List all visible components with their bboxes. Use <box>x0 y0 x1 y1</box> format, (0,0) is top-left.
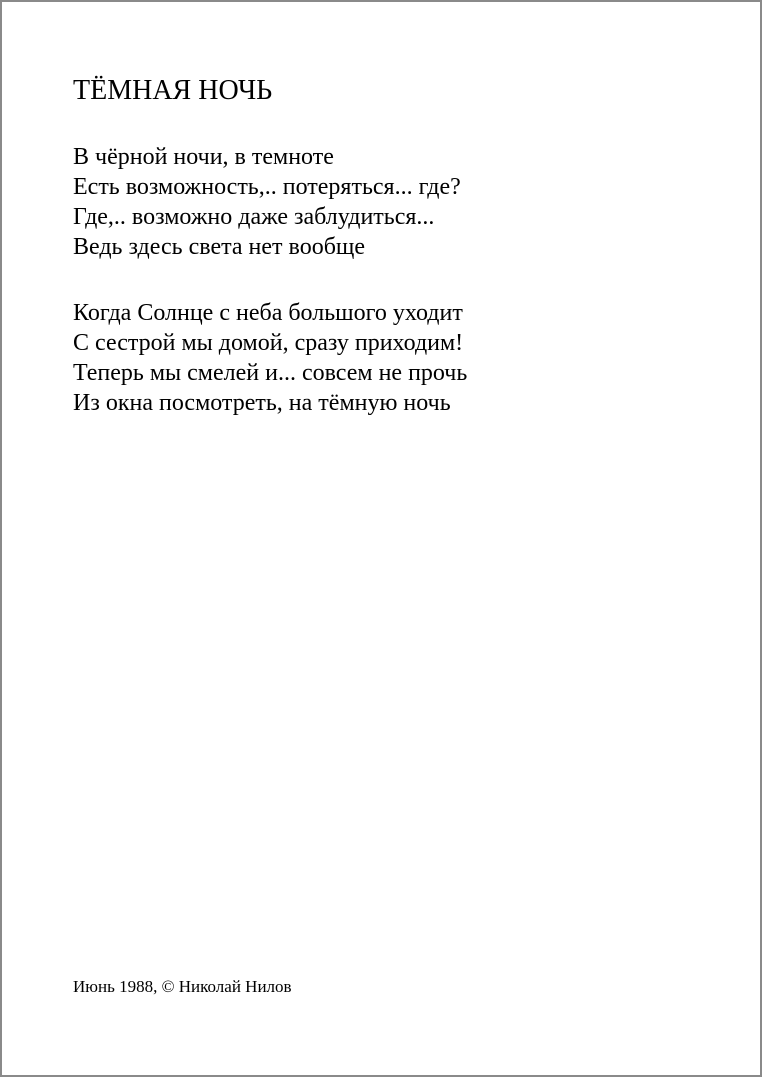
author-signature: Июнь 1988, © Николай Нилов <box>73 977 292 996</box>
poem-line: Из окна посмотреть, на тёмную ночь <box>73 390 451 416</box>
poem-line: Когда Солнце с неба большого уходит <box>73 300 463 326</box>
poem-line: С сестрой мы домой, сразу приходим! <box>73 330 464 356</box>
poem-line: Теперь мы смелей и... совсем не прочь <box>73 360 468 386</box>
stanza-1 <box>73 142 461 262</box>
poem-line: В чёрной ночи, в темноте <box>73 144 334 170</box>
poem-line: Где,.. возможно даже заблудиться... <box>73 204 435 230</box>
stanza-2 <box>73 298 467 418</box>
poem-line: Ведь здесь света нет вообще <box>73 234 366 260</box>
poem-title: ТЁМНАЯ НОЧЬ <box>73 75 273 106</box>
poem-line: Есть возможность,.. потеряться... где? <box>73 174 461 200</box>
